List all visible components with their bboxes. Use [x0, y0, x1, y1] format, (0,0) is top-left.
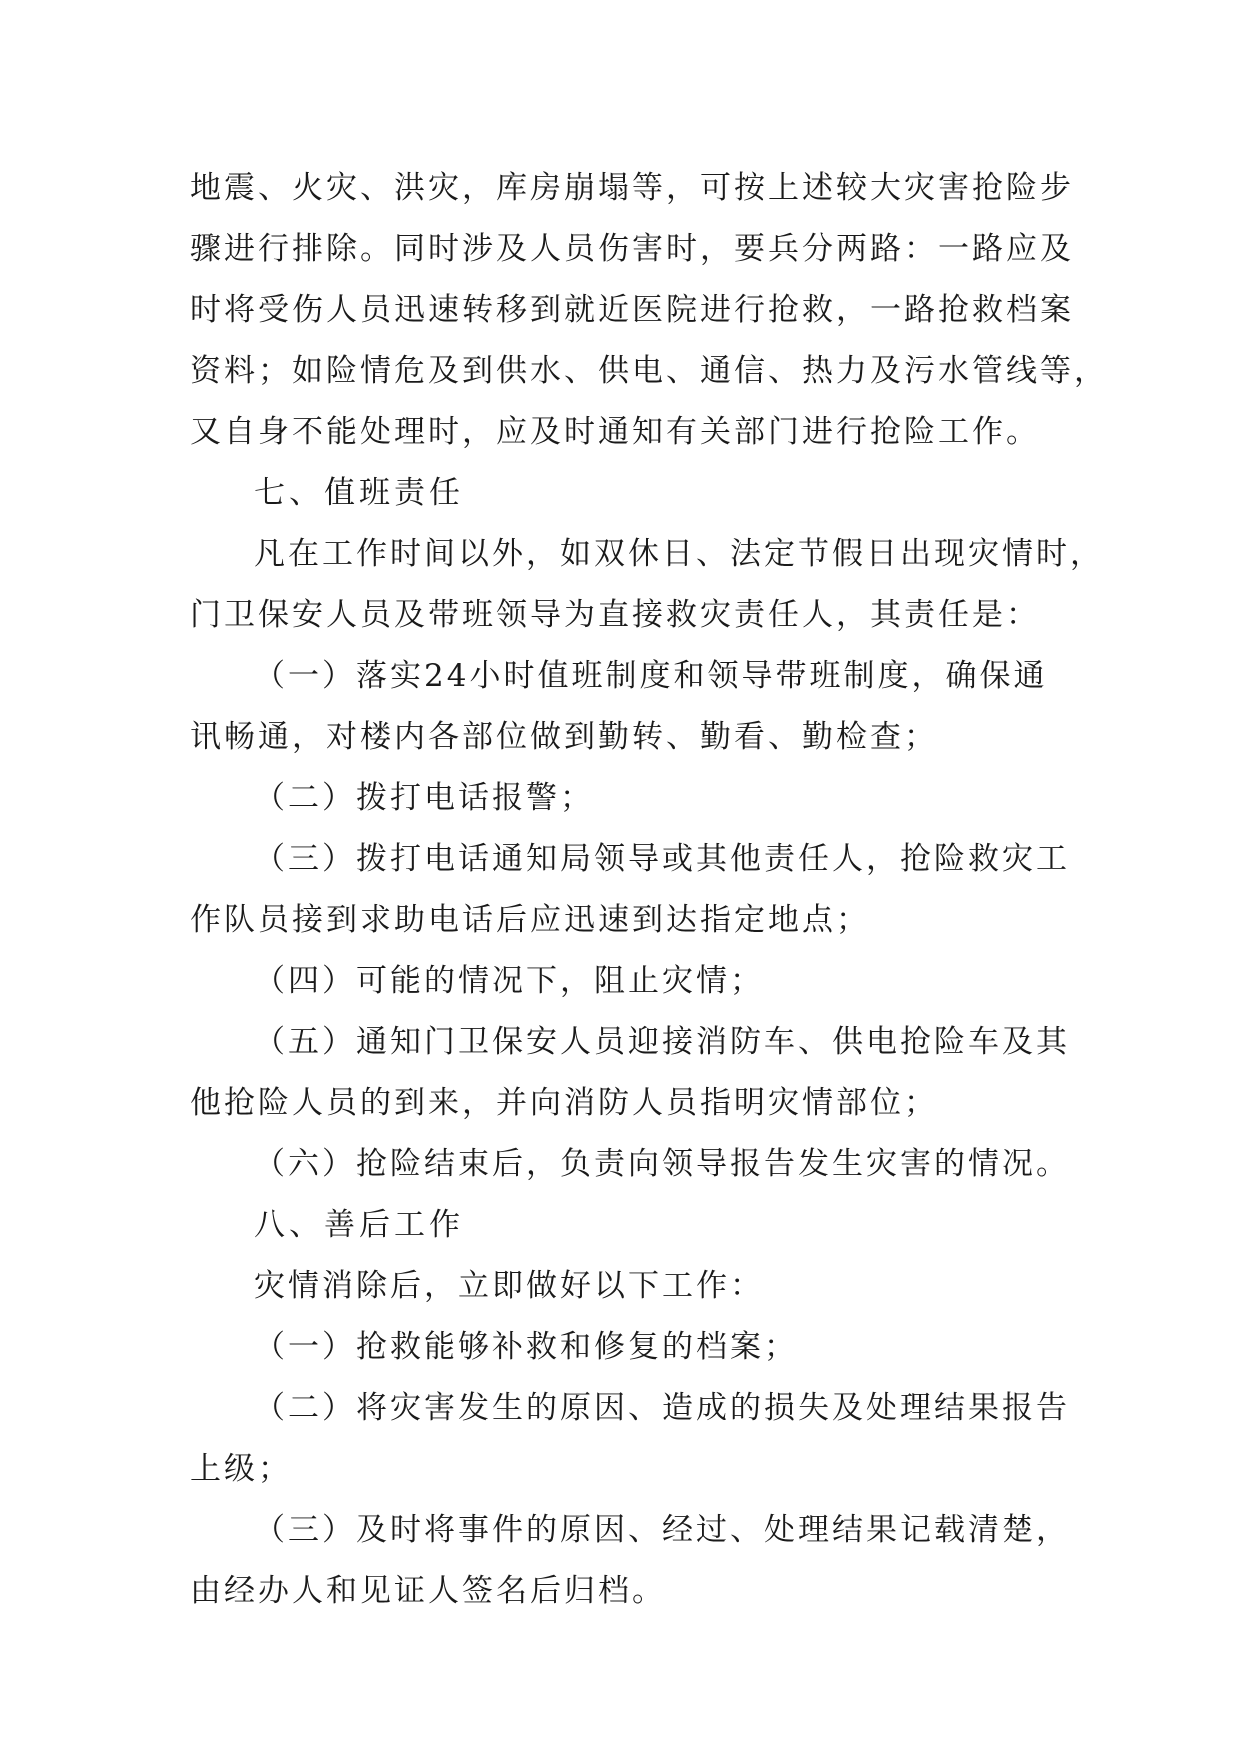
text-line: 他抢险人员的到来，并向消防人员指明灾情部位；	[190, 1085, 938, 1121]
text-line: 又自身不能处理时，应及时通知有关部门进行抢险工作。	[190, 414, 1040, 450]
list-item: （四）可能的情况下，阻止灾情；	[254, 963, 764, 999]
list-item: （六）抢险结束后，负责向领导报告发生灾害的情况。	[254, 1146, 1070, 1182]
list-item: （五）通知门卫保安人员迎接消防车、供电抢险车及其	[254, 1024, 1070, 1060]
text-line: 骤进行排除。同时涉及人员伤害时，要兵分两路：一路应及	[190, 231, 1074, 267]
list-item: （三）及时将事件的原因、经过、处理结果记载清楚，	[254, 1512, 1070, 1548]
text-line: 门卫保安人员及带班领导为直接救灾责任人，其责任是：	[190, 597, 1040, 633]
section-heading: 七、值班责任	[254, 475, 464, 511]
text-line: 凡在工作时间以外，如双休日、法定节假日出现灾情时，	[254, 536, 1104, 572]
list-item: （三）拨打电话通知局领导或其他责任人，抢险救灾工	[254, 841, 1070, 877]
text-line: 资料；如险情危及到供水、供电、通信、热力及污水管线等，	[190, 353, 1108, 389]
list-item: （一）抢救能够补救和修复的档案；	[254, 1329, 798, 1365]
list-item: （二）将灾害发生的原因、造成的损失及处理结果报告	[254, 1390, 1070, 1426]
text-line: 讯畅通，对楼内各部位做到勤转、勤看、勤检查；	[190, 719, 938, 755]
text-line: 由经办人和见证人签名后归档。	[190, 1573, 666, 1609]
text-line: 灾情消除后，立即做好以下工作：	[254, 1268, 764, 1304]
document-body	[190, 158, 1108, 1622]
text-line: 作队员接到求助电话后应迅速到达指定地点；	[190, 902, 870, 938]
text-line: 地震、火灾、洪灾，库房崩塌等，可按上述较大灾害抢险步	[190, 170, 1074, 206]
list-item: （一）落实24小时值班制度和领导带班制度，确保通	[254, 658, 1048, 694]
text-line: 上级；	[190, 1451, 292, 1487]
list-item: （二）拨打电话报警；	[254, 780, 594, 816]
text-line: 时将受伤人员迅速转移到就近医院进行抢救，一路抢救档案	[190, 292, 1074, 328]
section-heading: 八、善后工作	[254, 1207, 464, 1243]
